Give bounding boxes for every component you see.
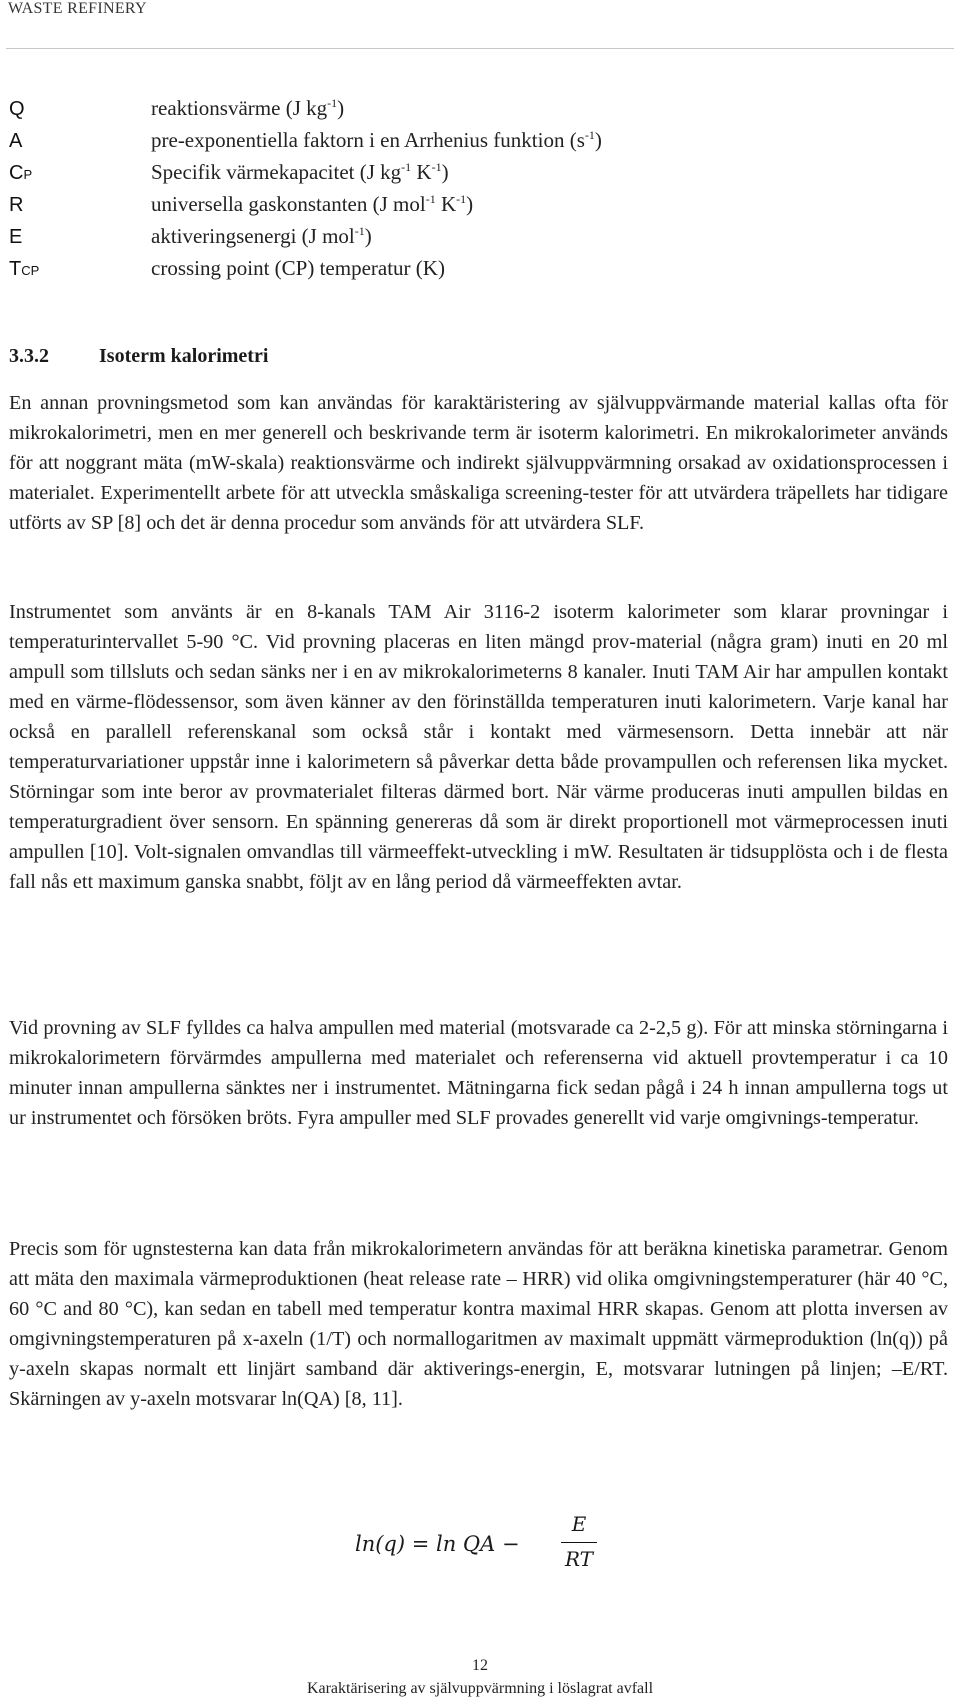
equation [355,1512,615,1592]
section-title: Isoterm kalorimetri [99,345,269,367]
fraction-bar [561,1542,597,1543]
header-title: WASTE REFINERY [8,0,147,17]
paragraph: Vid provning av SLF fylldes ca halva ampullen med material (motsvarade ca 2-2,5 g). För att minska störningarna i mikrokalorimetern förvärmdes ampullerna med materialet och referenserna vid aktuell provtemperatur i ca 10 minuter innan ampullerna sänktes ner i instrumentet. Mätningarna fick sedan pågå i 24 h innan ampullerna togs ut ur instrumentet och försöken bröts. Fyra ampuller med SLF provades generellt vid varje omgivnings-temperatur. [9,1017,948,1129]
footer-title: Karaktärisering av självuppvärmning i löslagrat avfall [306,1680,654,1697]
symbol-row [9,192,929,224]
symbol-description: pre-exponentiella faktorn i en Arrhenius funktion $(s^{-1})$ [151,128,602,152]
symbol-row [9,160,929,192]
page-number: 12 [472,1657,488,1674]
symbol-row [9,96,929,128]
symbol-row [9,256,929,288]
symbol-list [9,96,929,288]
fraction-denominator: RT [564,1547,594,1571]
symbol-row [9,224,929,256]
symbol-description: aktiveringsenergi (J mol$^{-1}$) [151,224,372,248]
symbol: R [9,194,24,216]
symbol: CP [9,162,33,184]
symbol-description: Specifik värmekapacitet (J $kg^{-1}$ $K^{-1}$) [151,160,449,184]
symbol-description: crossing point (CP) temperatur (K) [151,256,445,280]
symbol-description: reaktionsvärme (J $kg^{-1}$) [151,96,345,120]
symbol: Q [9,98,25,120]
equation-lhs: ln(q) = ln QA − [355,1532,520,1556]
page-header [6,0,954,49]
equation-fraction [561,1512,597,1571]
symbol: TCP [9,258,40,280]
fraction-numerator: E [571,1512,587,1536]
symbol-description: universella gaskonstanten (J mol$^{-1}$ $K^{-1}$) [151,192,474,216]
symbol: E [9,226,23,248]
section-number: 3.3.2 [9,345,49,367]
symbol-row [9,128,929,160]
paragraph: Precis som för ugnstesterna kan data från mikrokalorimetern användas för att beräkna kinetiska parametrar. Genom att mäta den maximala värmeproduktionen (heat release rate – HRR) vid olika omgivningstemperaturer (här 40 °C, 60 °C and 80 °C), kan sedan en tabell med temperatur kontra maximal HRR skapas. Genom att plotta inversen av omgivningstemperaturen på x-axeln (1/T) och normallogaritmen av maximalt uppmätt värmeproduktion (ln(q)) på y-axeln skapas normalt ett linjärt samband där aktiverings-energin, E, motsvarar lutningen på linjen; –E/RT. Skärningen av y-axeln motsvarar ln(QA) [8, 11]. [9,1238,948,1410]
section-heading [9,345,268,368]
paragraph: En annan provningsmetod som kan användas för karaktäristering av självuppvärmande material kallas ofta för mikrokalorimetri, men en mer generell och beskrivande term är isoterm kalorimetri. En mikrokalorimeter används för att noggrant mäta (mW-skala) reaktionsvärme och indirekt självuppvärmning orsakad av oxidationsprocessen i materialet. Experimentellt arbete för att utveckla småskaliga screening-tester för att utvärdera träpellets har tidigare utförts av SP [8] och det är denna procedur som används för att utvärdera SLF. [9,392,948,534]
paragraph: Instrumentet som använts är en 8-kanals TAM Air 3116-2 isoterm kalorimeter som klarar provningar i temperaturintervallet 5-90 °C. Vid provning placeras en liten mängd prov-material (några gram) inuti en 20 ml ampull som tillsluts och sedan sänks ner i en av mikrokalorimeterns 8 kanaler. Inuti TAM Air har ampullen kontakt med en värme-flödessensor, som även känner av den förinställda temperaturen inuti kalorimetern. Varje kanal har också en parallell referenskanal som också står i kontakt med värmesensorn. Detta innebär att när temperaturvariationer uppstår inne i kalorimetern så påverkar detta både provampullen och referensen lika mycket. Störningar som inte beror av provmaterialet filteras därmed bort. När värme produceras inuti ampullen bildas en temperaturgradient över sensorn. En spänning genereras då som är direkt proportionell mot värmeprocessen inuti ampullen [10]. Volt-signalen omvandlas till värmeeffekt-utveckling i mW. Resultaten är tidsupplösta och i de flesta fall nås ett maximum ganska snabbt, följt av en lång period då värmeeffekten avtar. [9,601,948,893]
symbol: A [9,130,23,152]
